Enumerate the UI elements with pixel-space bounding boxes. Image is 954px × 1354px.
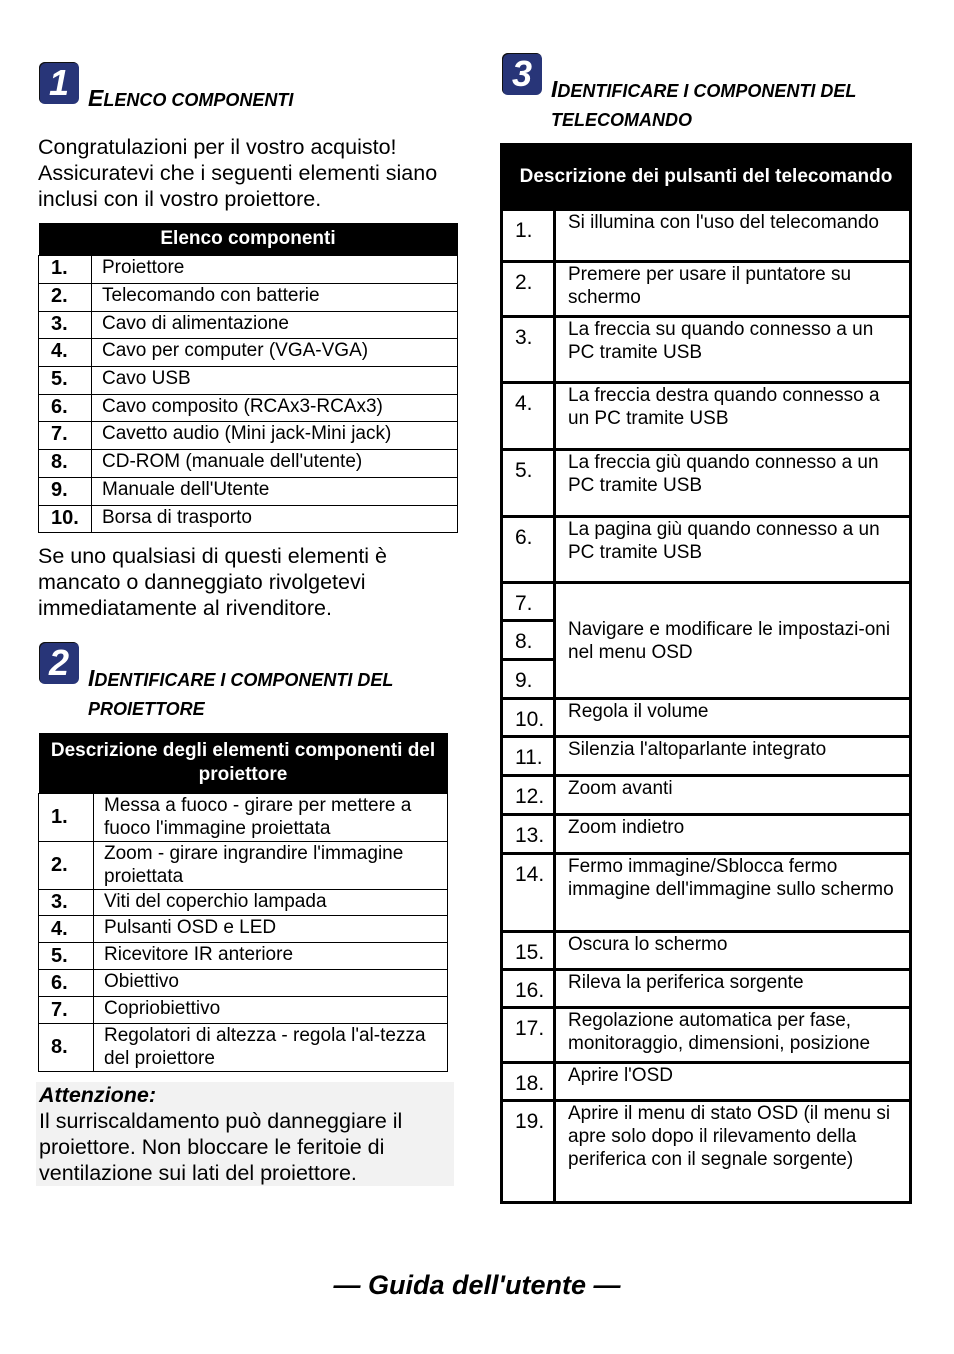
- row-description: Ricevitore IR anteriore: [94, 943, 448, 970]
- table-row: [39, 916, 448, 943]
- table-row: [39, 367, 458, 395]
- table-row: [39, 422, 458, 450]
- row-number: 4.: [39, 339, 92, 367]
- table-row: [502, 1008, 911, 1063]
- section-number-badge: 3: [502, 53, 542, 95]
- row-description: Proiettore: [92, 256, 458, 284]
- row-description: Cavetto audio (Mini jack-Mini jack): [92, 422, 458, 450]
- table-row: [39, 256, 458, 284]
- intro-paragraph: Congratulazioni per il vostro acquisto! Assicuratevi che i seguenti elementi siano inclusi con il vostro proiettore.: [38, 135, 438, 211]
- outro-paragraph: Se uno qualsiasi di questi elementi è mancato o danneggiato rivolgetevi immediatamente al rivenditore.: [38, 544, 387, 620]
- table-title: Descrizione dei pulsanti del telecomando: [502, 145, 911, 210]
- row-description: Oscura lo schermo: [555, 932, 911, 970]
- table-row: [502, 1063, 911, 1101]
- row-number: 11.: [502, 737, 555, 776]
- row-description: Zoom indietro: [555, 815, 911, 854]
- row-description: Si illumina con l'uso del telecomando: [555, 210, 911, 262]
- row-description: Pulsanti OSD e LED: [94, 916, 448, 943]
- row-number: 6.: [502, 517, 555, 583]
- row-number: 15.: [502, 932, 555, 970]
- row-number: 1.: [502, 210, 555, 262]
- row-description: Cavo per computer (VGA-VGA): [92, 339, 458, 367]
- heading-text-line2: TELECOMANDO: [551, 110, 692, 130]
- row-number: 7.: [39, 422, 92, 450]
- heading-initial: E: [88, 85, 104, 111]
- row-number: 2.: [502, 262, 555, 317]
- row-number: 5.: [39, 367, 92, 395]
- table-row: [502, 970, 911, 1008]
- row-number: 9.: [502, 660, 555, 699]
- row-number: 13.: [502, 815, 555, 854]
- table-row: [502, 776, 911, 815]
- table-row: [39, 505, 458, 533]
- heading-text: DENTIFICARE I COMPONENTI DEL: [557, 81, 857, 101]
- row-number: 2.: [39, 842, 94, 890]
- table-row: [39, 449, 458, 477]
- table-row: [502, 854, 911, 932]
- table-row: [502, 1101, 911, 1203]
- heading-text: LENCO COMPONENTI: [103, 90, 294, 110]
- row-number: 3.: [39, 890, 94, 916]
- projector-parts-table: [38, 733, 448, 1072]
- row-description: Cavo di alimentazione: [92, 311, 458, 339]
- row-description: Regola il volume: [555, 699, 911, 737]
- row-description: Viti del coperchio lampada: [94, 890, 448, 916]
- row-number: 6.: [39, 970, 94, 997]
- table-row: [502, 699, 911, 737]
- row-number: 19.: [502, 1101, 555, 1203]
- row-description: Borsa di trasporto: [92, 505, 458, 533]
- row-number: 3.: [502, 317, 555, 383]
- section-heading: [88, 84, 293, 115]
- row-number: 1.: [39, 794, 94, 842]
- section-number-badge: 2: [39, 642, 79, 684]
- row-description: Zoom avanti: [555, 776, 911, 815]
- row-description: Obiettivo: [94, 970, 448, 997]
- row-number: 10.: [39, 505, 92, 533]
- row-description: Fermo immagine/Sblocca fermo immagine dell'immagine sullo schermo: [555, 854, 911, 932]
- table-row: [39, 842, 448, 890]
- table-title: Elenco componenti: [39, 223, 458, 256]
- row-number: 5.: [39, 943, 94, 970]
- table-row: [39, 477, 458, 505]
- row-number: 12.: [502, 776, 555, 815]
- table-row: [502, 262, 911, 317]
- row-number: 5.: [502, 450, 555, 517]
- footer-title: — Guida dell'utente —: [333, 1270, 621, 1300]
- table-row: [502, 583, 911, 621]
- row-description: Rileva la periferica sorgente: [555, 970, 911, 1008]
- warning-title: Attenzione:: [39, 1083, 157, 1107]
- heading-initial: I: [551, 76, 558, 102]
- row-description: Regolazione automatica per fase, monitoraggio, dimensioni, posizione: [555, 1008, 911, 1063]
- section-number-badge: 1: [39, 62, 79, 104]
- row-number: 8.: [502, 621, 555, 660]
- row-number: 7.: [39, 997, 94, 1024]
- table-row: [39, 283, 458, 311]
- row-description: La freccia destra quando connesso a un PC tramite USB: [555, 383, 911, 450]
- heading-initial: I: [88, 665, 95, 691]
- row-number: 7.: [502, 583, 555, 621]
- row-number: 1.: [39, 256, 92, 284]
- table-row: [39, 997, 448, 1024]
- row-description: Navigare e modificare le impostazi-oni nel menu OSD: [555, 583, 911, 699]
- row-number: 8.: [39, 1024, 94, 1072]
- table-row: [39, 394, 458, 422]
- row-description: CD-ROM (manuale dell'utente): [92, 449, 458, 477]
- table-row: [502, 383, 911, 450]
- warning-note: [36, 1082, 454, 1186]
- row-description: Aprire il menu di stato OSD (il menu si apre solo dopo il rilevamento della periferica con il segnale sorgente): [555, 1101, 911, 1203]
- remote-buttons-table: [500, 143, 912, 1204]
- heading-text: DENTIFICARE I COMPONENTI DEL: [94, 670, 394, 690]
- row-number: 6.: [39, 394, 92, 422]
- row-number: 10.: [502, 699, 555, 737]
- row-number: 3.: [39, 311, 92, 339]
- row-description: Telecomando con batterie: [92, 283, 458, 311]
- row-description: La freccia giù quando connesso a un PC tramite USB: [555, 450, 911, 517]
- row-description: Messa a fuoco - girare per mettere a fuoco l'immagine proiettata: [94, 794, 448, 842]
- row-number: 14.: [502, 854, 555, 932]
- table-title: Descrizione degli elementi componenti del proiettore: [39, 733, 448, 794]
- row-number: 8.: [39, 449, 92, 477]
- row-description: Copriobiettivo: [94, 997, 448, 1024]
- row-description: Aprire l'OSD: [555, 1063, 911, 1101]
- table-row: [39, 339, 458, 367]
- row-description: La freccia su quando connesso a un PC tramite USB: [555, 317, 911, 383]
- table-row: [502, 450, 911, 517]
- table-row: [39, 970, 448, 997]
- row-number: 2.: [39, 283, 92, 311]
- table-row: [39, 943, 448, 970]
- row-number: 4.: [502, 383, 555, 450]
- row-number: 9.: [39, 477, 92, 505]
- row-description: Cavo USB: [92, 367, 458, 395]
- row-number: 17.: [502, 1008, 555, 1063]
- table-row: [39, 311, 458, 339]
- table-row: [502, 932, 911, 970]
- row-description: Manuale dell'Utente: [92, 477, 458, 505]
- table-row: [502, 210, 911, 262]
- row-number: 18.: [502, 1063, 555, 1101]
- row-description: Silenzia l'altoparlante integrato: [555, 737, 911, 776]
- table-row: [39, 1024, 448, 1072]
- row-number: 4.: [39, 916, 94, 943]
- table-row: [39, 794, 448, 842]
- table-row: [502, 737, 911, 776]
- table-row: [502, 317, 911, 383]
- row-description: Regolatori di altezza - regola l'al-tezza del proiettore: [94, 1024, 448, 1072]
- row-description: Premere per usare il puntatore su schermo: [555, 262, 911, 317]
- row-description: Cavo composito (RCAx3-RCAx3): [92, 394, 458, 422]
- warning-text: Il surriscaldamento può danneggiare il proiettore. Non bloccare le feritoie di ventilazione sui lati del proiettore.: [39, 1109, 403, 1185]
- row-description: La pagina giù quando connesso a un PC tramite USB: [555, 517, 911, 583]
- components-table: [38, 223, 458, 533]
- row-number: 16.: [502, 970, 555, 1008]
- table-row: [502, 517, 911, 583]
- section-heading: [551, 75, 856, 134]
- section-heading: [88, 664, 393, 723]
- table-row: [502, 815, 911, 854]
- row-description: Zoom - girare ingrandire l'immagine proiettata: [94, 842, 448, 890]
- table-row: [39, 890, 448, 916]
- heading-text-line2: PROIETTORE: [88, 699, 205, 719]
